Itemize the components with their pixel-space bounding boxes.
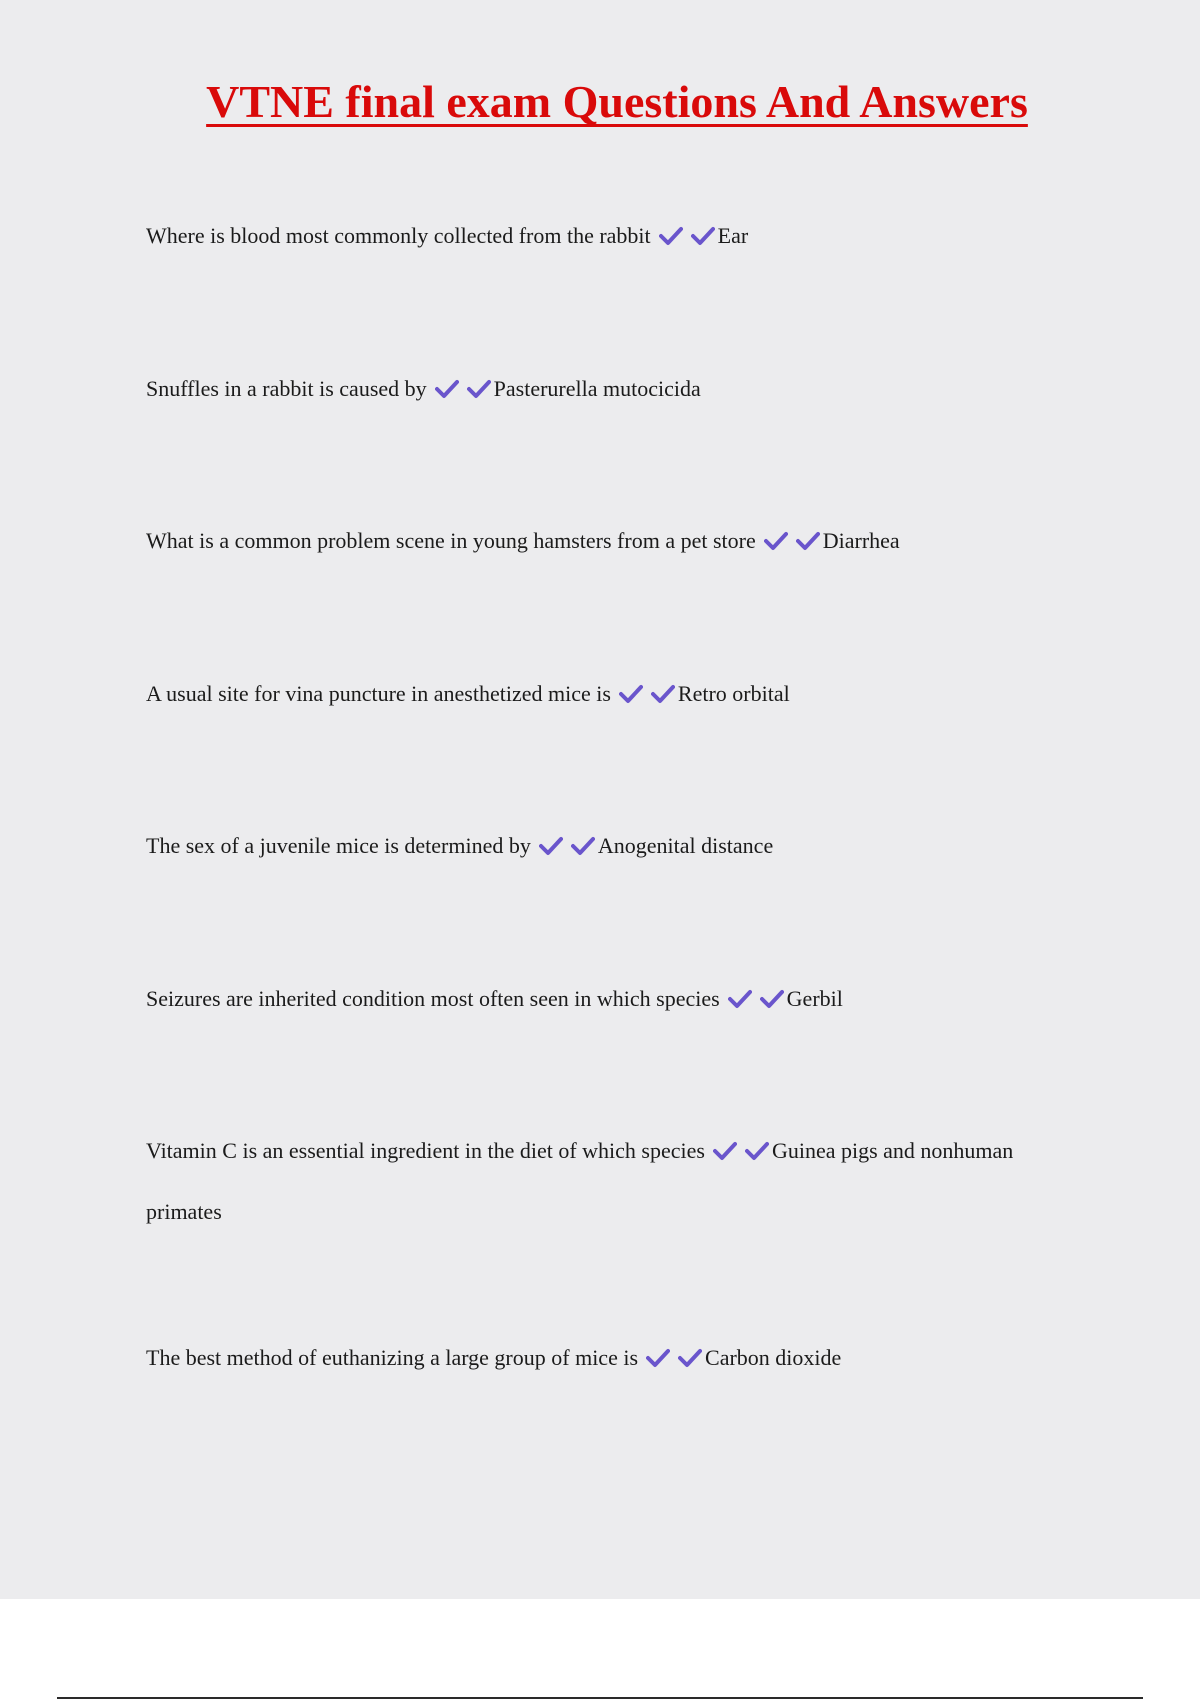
question-text: A usual site for vina puncture in anesthetized mice is xyxy=(146,681,611,706)
double-checkmark-icon xyxy=(728,986,784,1011)
answer-text: Guinea pigs and nonhuman primates xyxy=(146,1138,1014,1224)
qa-item xyxy=(146,968,1046,1029)
answer-text: Anogenital distance xyxy=(597,833,774,858)
answer-text: Carbon dioxide xyxy=(705,1345,842,1370)
double-checkmark-icon xyxy=(435,376,491,401)
answer-text: Pasterurella mutocicida xyxy=(493,376,701,401)
qa-item xyxy=(146,1120,1016,1242)
question-text: The best method of euthanizing a large group of mice is xyxy=(146,1345,639,1370)
answer-text: Diarrhea xyxy=(822,528,900,553)
question-text: Seizures are inherited condition most often seen in which species xyxy=(146,986,720,1011)
answer-text: Gerbil xyxy=(786,986,843,1011)
double-checkmark-icon xyxy=(619,681,675,706)
footer-divider xyxy=(57,1697,1143,1699)
double-checkmark-icon xyxy=(646,1345,702,1370)
answer-text: Retro orbital xyxy=(677,681,790,706)
qa-item xyxy=(146,663,1046,724)
question-text: Snuffles in a rabbit is caused by xyxy=(146,376,427,401)
document-title: VTNE final exam Questions And Answers xyxy=(206,76,1028,127)
question-text: The sex of a juvenile mice is determined by xyxy=(146,833,531,858)
qa-item xyxy=(146,205,1046,266)
qa-item xyxy=(146,1327,1046,1388)
qa-item xyxy=(146,815,1046,876)
question-text: What is a common problem scene in young hamsters from a pet store xyxy=(146,528,756,553)
double-checkmark-icon xyxy=(539,833,595,858)
qa-item xyxy=(146,358,1046,419)
question-text: Where is blood most commonly collected from the rabbit xyxy=(146,223,651,248)
question-text: Vitamin C is an essential ingredient in the diet of which species xyxy=(146,1138,705,1163)
qa-item xyxy=(146,510,1046,571)
double-checkmark-icon xyxy=(659,223,715,248)
double-checkmark-icon xyxy=(713,1138,769,1163)
answer-text: Ear xyxy=(717,223,749,248)
double-checkmark-icon xyxy=(764,528,820,553)
